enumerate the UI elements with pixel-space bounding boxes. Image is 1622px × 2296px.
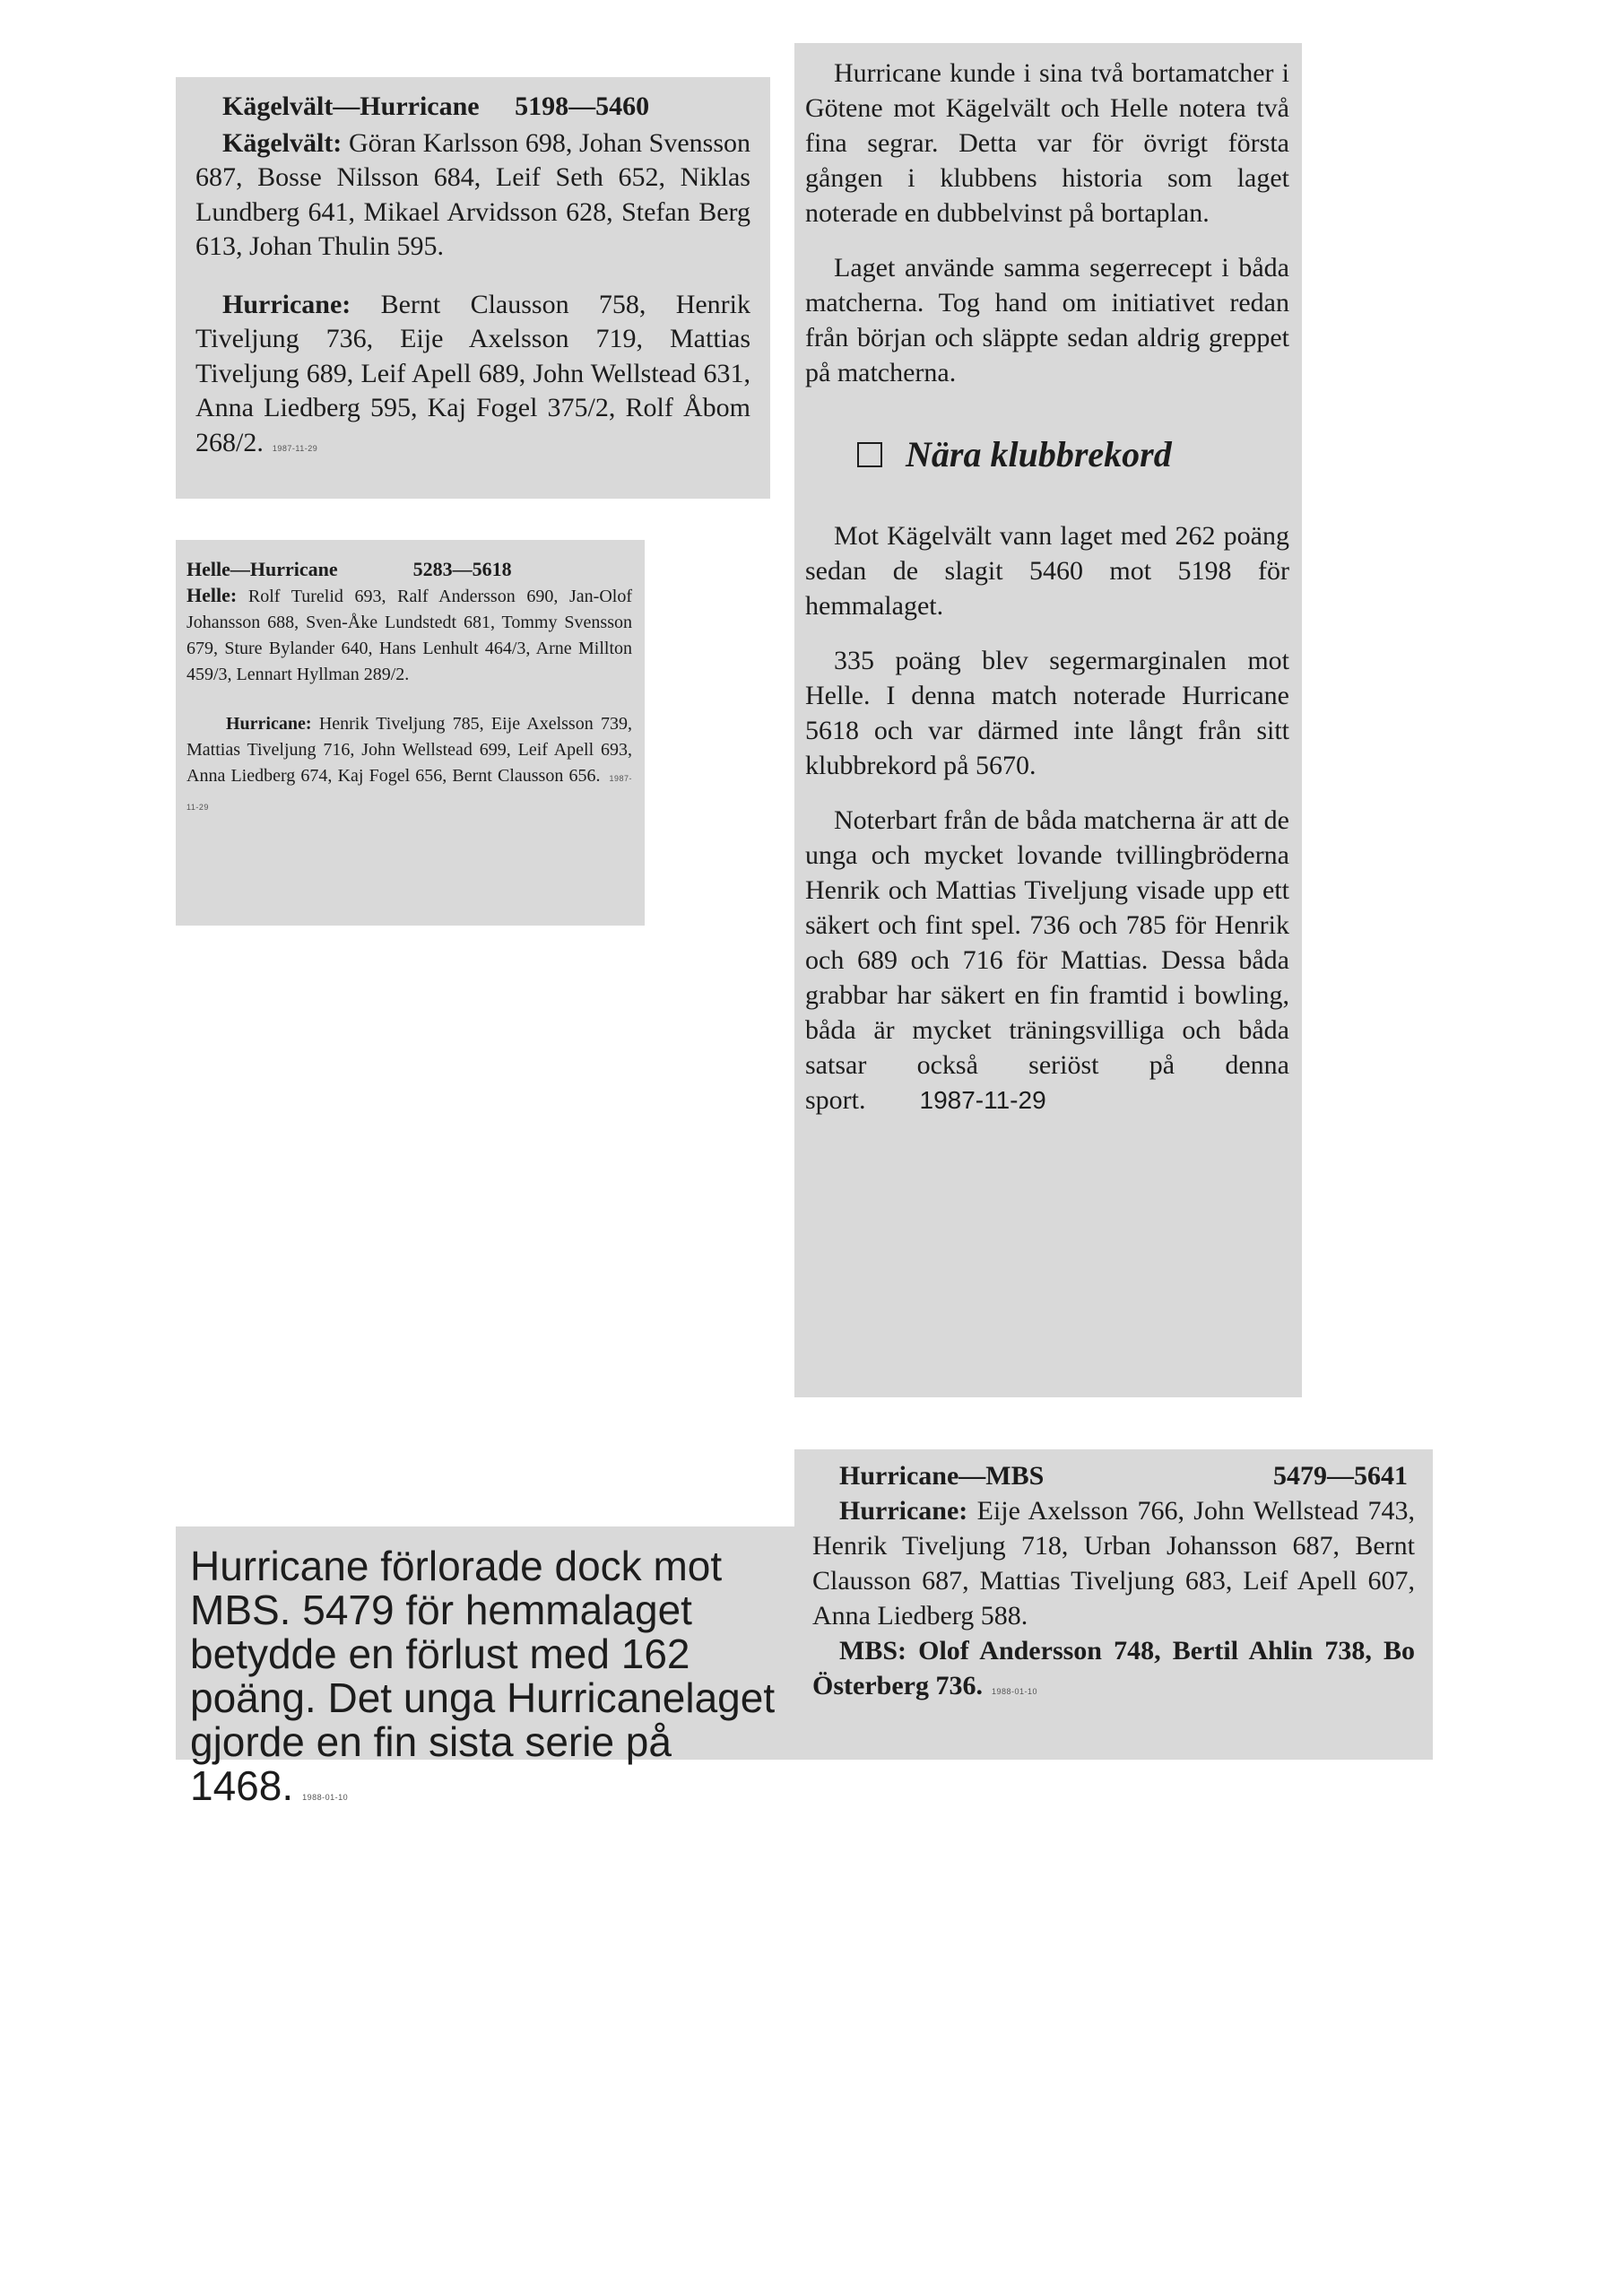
team-players: Olof Andersson 748, Bertil Ahlin 738, Bo Österberg 736. bbox=[812, 1636, 1415, 1700]
team-players: Göran Karlsson 698, Johan Svensson 687, Bosse Nilsson 684, Leif Seth 652, Niklas Lundberg 641, Mikael Arvidsson 628, Stefan Berg 613, Johan Thulin 595. bbox=[195, 127, 751, 261]
subheading-text: Nära klubbrekord bbox=[906, 434, 1172, 474]
article-paragraph: Mot Kägelvält vann laget med 262 poäng sedan de slagit 5460 mot 5198 för hemmalaget. bbox=[805, 521, 1289, 621]
paragraph-text: Hurricane förlorade dock mot MBS. 5479 för hemmalaget betydde en förlust med 162 poäng. Det unga Hurricanelaget gjorde en fin sista serie på 1468. bbox=[190, 1543, 776, 1809]
match-title: Helle—Hurricane bbox=[186, 558, 338, 580]
team-scores-kagelvalt bbox=[195, 126, 750, 265]
article-paragraph bbox=[805, 803, 1289, 1118]
article-paragraph: Laget använde samma segerrecept i båda matcherna. Tog hand om initiativet redan från början och släppte sedan aldrig greppet på matcherna. bbox=[805, 253, 1289, 387]
team-players: Rolf Turelid 693, Ralf Andersson 690, Jan-Olof Johansson 688, Sven-Åke Lundstedt 681, Tommy Svensson 679, Sture Bylander 640, Hans Lenhult 464/3, Arne Millton 459/3, Lennart Hyllman 289/2. bbox=[186, 587, 633, 684]
match-title: Kägelvält—Hurricane bbox=[222, 91, 480, 121]
team-players: Henrik Tiveljung 785, Eije Axelsson 739, Mattias Tiveljung 716, John Wellstead 699, Leif Apell 693, Anna Liedberg 674, Kaj Fogel 656, Bernt Clausson 656. bbox=[186, 714, 632, 786]
square-bullet-icon bbox=[857, 442, 882, 467]
team-scores-hurricane bbox=[186, 711, 632, 821]
team-label: Helle: bbox=[186, 584, 238, 606]
date-stamp: 1988-01-10 bbox=[991, 1687, 1037, 1696]
team-label: Hurricane: bbox=[222, 289, 351, 319]
team-label: Hurricane: bbox=[839, 1496, 968, 1526]
match-score: 5198—5460 bbox=[515, 91, 650, 121]
clipping-hurricane-forlorade bbox=[176, 1526, 794, 1809]
date-stamp: 1987-11-29 bbox=[186, 774, 632, 812]
result-heading bbox=[222, 90, 750, 125]
match-title: Hurricane—MBS bbox=[839, 1461, 1045, 1491]
result-heading bbox=[839, 1458, 1415, 1493]
team-scores-hurricane bbox=[812, 1493, 1415, 1633]
match-score: 5283—5618 bbox=[412, 558, 512, 580]
team-scores-hurricane bbox=[195, 288, 750, 466]
date-stamp: 1988-01-10 bbox=[302, 1793, 349, 1802]
clipping-hurricane-mbs bbox=[794, 1449, 1433, 1760]
clipping-helle-hurricane bbox=[176, 540, 645, 926]
paragraph-text: Noterbart från de båda matcherna är att de unga och mycket lovande tvillingbröderna Henrik och Mattias Tiveljung visade upp ett säkert och fint spel. 736 och 785 för Henrik och 689 och 716 för Mattias. Dessa båda grabbar har säkert en fin framtid i bowling, båda är mycket träningsvilliga och båda satsar också seriöst på denna sport. bbox=[805, 805, 1289, 1115]
article-paragraph: 335 poäng blev segermarginalen mot Helle. I denna match noterade Hurricane 5618 och var därmed inte långt från sitt klubbrekord på 5670. bbox=[805, 646, 1289, 780]
match-score: 5479—5641 bbox=[1273, 1461, 1408, 1491]
date-stamp: 1987-11-29 bbox=[272, 443, 318, 453]
article-paragraph: Hurricane kunde i sina två bortamatcher i Götene mot Kägelvält och Helle notera två fina segrar. Detta var för övrigt första gången i klubbens historia som laget noterade en dubbelvinst på bortaplan. bbox=[805, 58, 1289, 228]
team-label: Kägelvält: bbox=[222, 127, 343, 158]
article-date: 1987-11-29 bbox=[919, 1086, 1046, 1114]
team-scores-helle bbox=[186, 582, 632, 688]
team-players: Eije Axelsson 766, John Wellstead 743, Henrik Tiveljung 718, Urban Johansson 687, Bernt Clausson 687, Mattias Tiveljung 683, Leif Apell 607, Anna Liedberg 588. bbox=[812, 1496, 1416, 1631]
team-scores-mbs bbox=[812, 1633, 1415, 1709]
article-subheading bbox=[857, 434, 1289, 474]
clipping-article bbox=[794, 43, 1302, 1397]
team-label: Hurricane: bbox=[226, 714, 312, 734]
team-players: Bernt Clausson 758, Henrik Tiveljung 736, Eije Axelsson 719, Mattias Tiveljung 689, Leif Apell 689, John Wellstead 631, Anna Liedberg 595, Kaj Fogel 375/2, Rolf Åbom 268/2. bbox=[195, 289, 751, 457]
clipping-kagelvalt-hurricane bbox=[176, 77, 770, 499]
team-label: MBS: bbox=[839, 1636, 906, 1665]
article-paragraph bbox=[190, 1544, 780, 1820]
result-heading bbox=[186, 556, 632, 582]
